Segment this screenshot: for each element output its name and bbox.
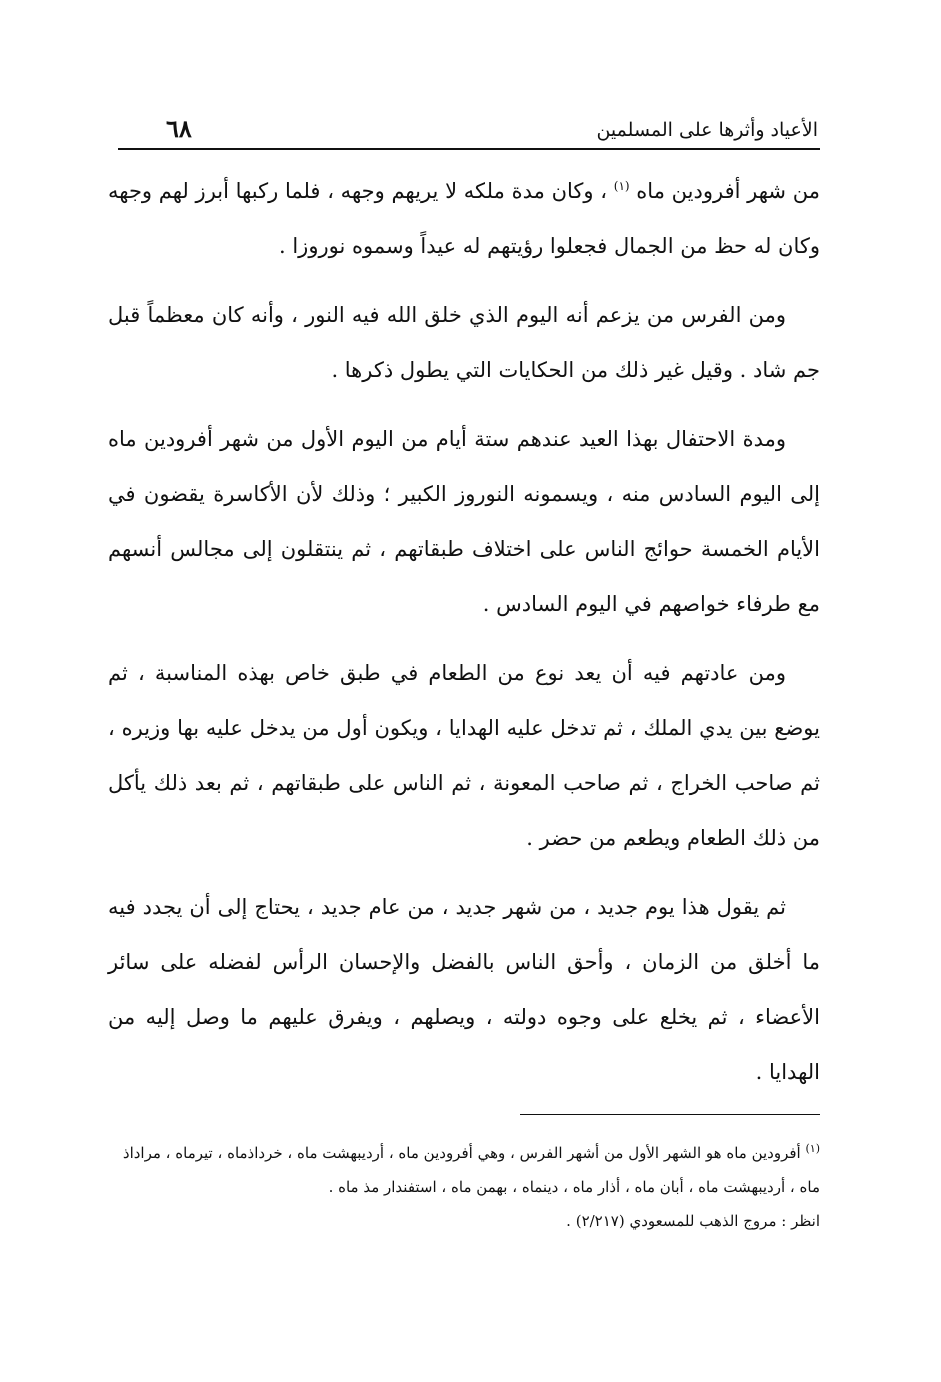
book-title: الأعياد وأثرها على المسلمين <box>596 119 818 141</box>
footnote-text: أفرودين ماه هو الشهر الأول من أشهر الفرس ، وهي أفرودين ماه ، أرديبهشت ماه ، خرداذماه ، تيرماه ، مراداذ ماه ، أرديبهشت ماه ، أبان ماه ، أذار ماه ، دينماه ، بهمن ماه ، استفندار مذ ماه . <box>122 1144 820 1196</box>
page-number: ٦٨ <box>166 114 192 143</box>
paragraph-5: ثم يقول هذا يوم جديد ، من شهر جديد ، من عام جديد ، يحتاج إلى أن يجدد فيه ما أخلق من الزمان ، وأحق الناس بالفضل والإحسان الرأس لفضله على سائر الأعضاء ، ثم يخلع على وجوه دولته ، ويصلهم ، ويفرق عليهم ما وصل إليه من الهدايا . <box>108 895 820 1084</box>
paragraph-1-end: ، وكان مدة ملكه لا يريهم وجهه ، فلما ركبها أبرز لهم وجهه وكان له حظ من الجمال فجعلوا رؤيتهم له عيداً وسموه نوروزا . <box>108 179 820 258</box>
running-header <box>118 112 818 148</box>
footnote-body <box>108 1136 820 1204</box>
main-text <box>108 164 820 1114</box>
paragraph-1-start: من شهر أفرودين ماه <box>636 179 820 203</box>
paragraph-4: ومن عادتهم فيه أن يعد نوع من الطعام في طبق خاص بهذه المناسبة ، ثم يوضع بين يدي الملك ، ثم تدخل عليه الهدايا ، ويكون أول من يدخل عليه بها وزيره ، ثم صاحب الخراج ، ثم صاحب المعونة ، ثم الناس على طبقاتهم ، ثم بعد ذلك يأكل من ذلك الطعام ويطعم من حضر . <box>108 661 820 850</box>
paragraph-3: ومدة الاحتفال بهذا العيد عندهم ستة أيام من اليوم الأول من شهر أفرودين ماه إلى اليوم السادس منه ، ويسمونه النوروز الكبير ؛ وذلك لأن الأكاسرة يقضون في الأيام الخمسة حوائج الناس على اختلاف طبقاتهم ، ثم ينتقلون إلى مجالس أنسهم مع طرفاء خواصهم في اليوم السادس . <box>108 427 820 616</box>
footnote <box>108 1136 820 1238</box>
footnote-divider <box>520 1114 820 1115</box>
footnote-source: انظر : مروج الذهب للمسعودي (٢/٢١٧) . <box>566 1212 820 1230</box>
paragraph-2: ومن الفرس من يزعم أنه اليوم الذي خلق الله فيه النور ، وأنه كان معظماً قبل جم شاد . وقيل غير ذلك من الحكايات التي يطول ذكرها . <box>108 303 820 382</box>
footnote-reference: (١) <box>613 179 630 193</box>
header-divider <box>118 148 820 150</box>
footnote-mark: (١) <box>805 1142 820 1155</box>
paragraph-1 <box>108 164 820 274</box>
